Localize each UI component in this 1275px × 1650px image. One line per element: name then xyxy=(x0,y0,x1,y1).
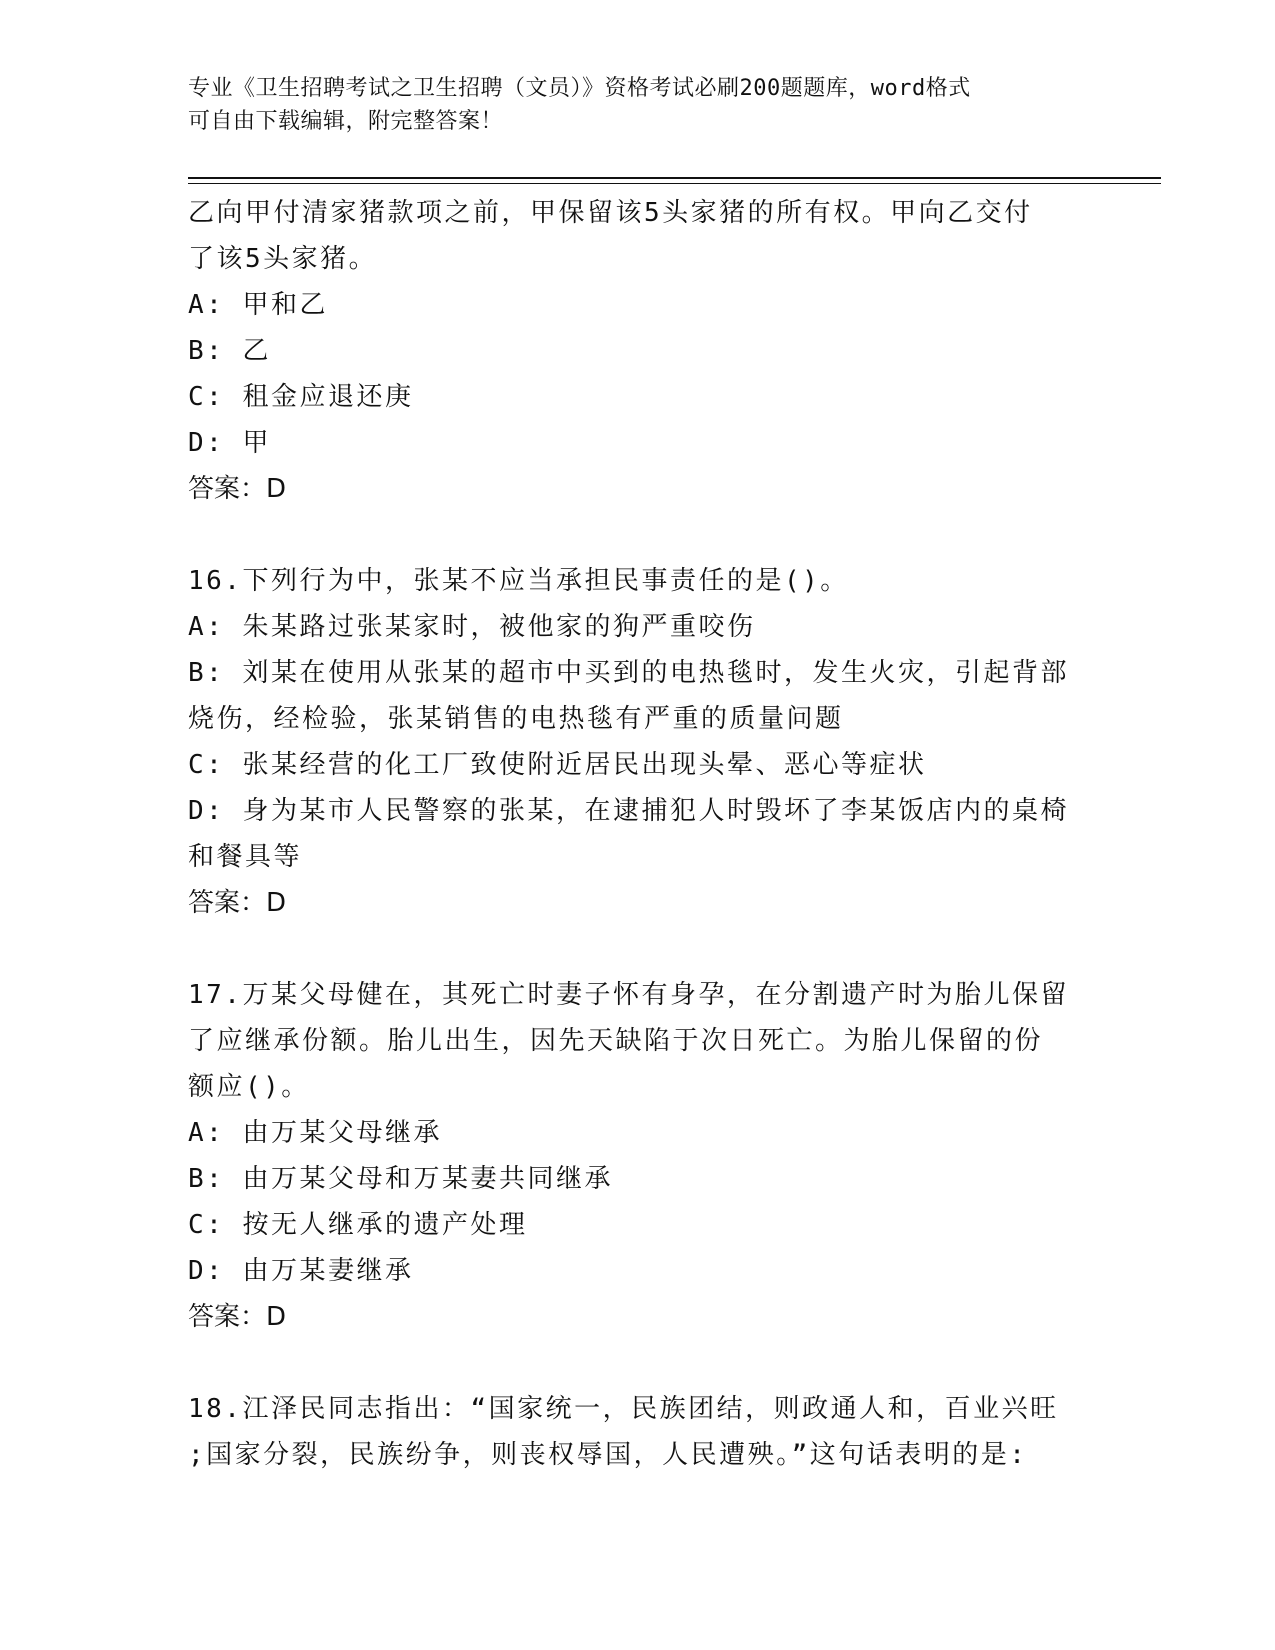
header-line-1: 专业《卫生招聘考试之卫生招聘（文员）》资格考试必刷200题题库，word格式 xyxy=(188,76,971,101)
question-stem-line: 17.万某父母健在，其死亡时妻子怀有身孕，在分割遗产时为胎儿保留 xyxy=(188,980,1069,1010)
question-stem-line: 了该5头家猪。 xyxy=(188,244,378,274)
question-stem: 16.下列行为中，张某不应当承担民事责任的是()。 xyxy=(188,566,849,596)
header-divider-thick xyxy=(188,177,1161,179)
question-16 xyxy=(188,558,1088,926)
question-stem-line: ;国家分裂，民族纷争，则丧权辱国，人民遭殃。”这句话表明的是: xyxy=(188,1440,1028,1470)
option-d-line-1: D: 身为某市人民警察的张某，在逮捕犯人时毁坏了李某饭店内的桌椅 xyxy=(188,796,1069,826)
question-15-tail xyxy=(188,190,1088,512)
question-stem-line: 18.江泽民同志指出：“国家统一，民族团结，则政通人和，百业兴旺 xyxy=(188,1394,1059,1424)
question-stem-line: 额应()。 xyxy=(188,1072,310,1102)
document-body xyxy=(188,190,1088,1478)
answer-label: 答案：D xyxy=(188,474,287,504)
question-spacer xyxy=(188,1340,1088,1386)
option-d: D: 甲 xyxy=(188,428,271,458)
question-stem-line: 乙向甲付清家猪款项之前，甲保留该5头家猪的所有权。甲向乙交付 xyxy=(188,198,1033,228)
option-b-line-2: 烧伤，经检验，张某销售的电热毯有严重的质量问题 xyxy=(188,704,844,734)
question-18 xyxy=(188,1386,1088,1478)
option-c: C: 租金应退还庚 xyxy=(188,382,414,412)
document-header xyxy=(188,72,1068,138)
question-spacer xyxy=(188,512,1088,558)
option-b: B: 乙 xyxy=(188,336,271,366)
option-d-line-2: 和餐具等 xyxy=(188,842,303,872)
answer-label: 答案：D xyxy=(188,888,287,918)
option-a: A: 甲和乙 xyxy=(188,290,328,320)
option-a: A: 由万某父母继承 xyxy=(188,1118,442,1148)
header-divider-thin xyxy=(188,183,1161,184)
option-b-line-1: B: 刘某在使用从张某的超市中买到的电热毯时，发生火灾，引起背部 xyxy=(188,658,1069,688)
answer-label: 答案：D xyxy=(188,1302,287,1332)
question-stem-line: 了应继承份额。胎儿出生，因先天缺陷于次日死亡。为胎儿保留的份 xyxy=(188,1026,1044,1056)
question-spacer xyxy=(188,926,1088,972)
header-line-2: 可自由下载编辑，附完整答案！ xyxy=(188,109,504,134)
question-17 xyxy=(188,972,1088,1340)
option-c: C: 张某经营的化工厂致使附近居民出现头晕、恶心等症状 xyxy=(188,750,927,780)
option-b: B: 由万某父母和万某妻共同继承 xyxy=(188,1164,613,1194)
option-a: A: 朱某路过张某家时，被他家的狗严重咬伤 xyxy=(188,612,756,642)
option-d: D: 由万某妻继承 xyxy=(188,1256,414,1286)
option-c: C: 按无人继承的遗产处理 xyxy=(188,1210,528,1240)
